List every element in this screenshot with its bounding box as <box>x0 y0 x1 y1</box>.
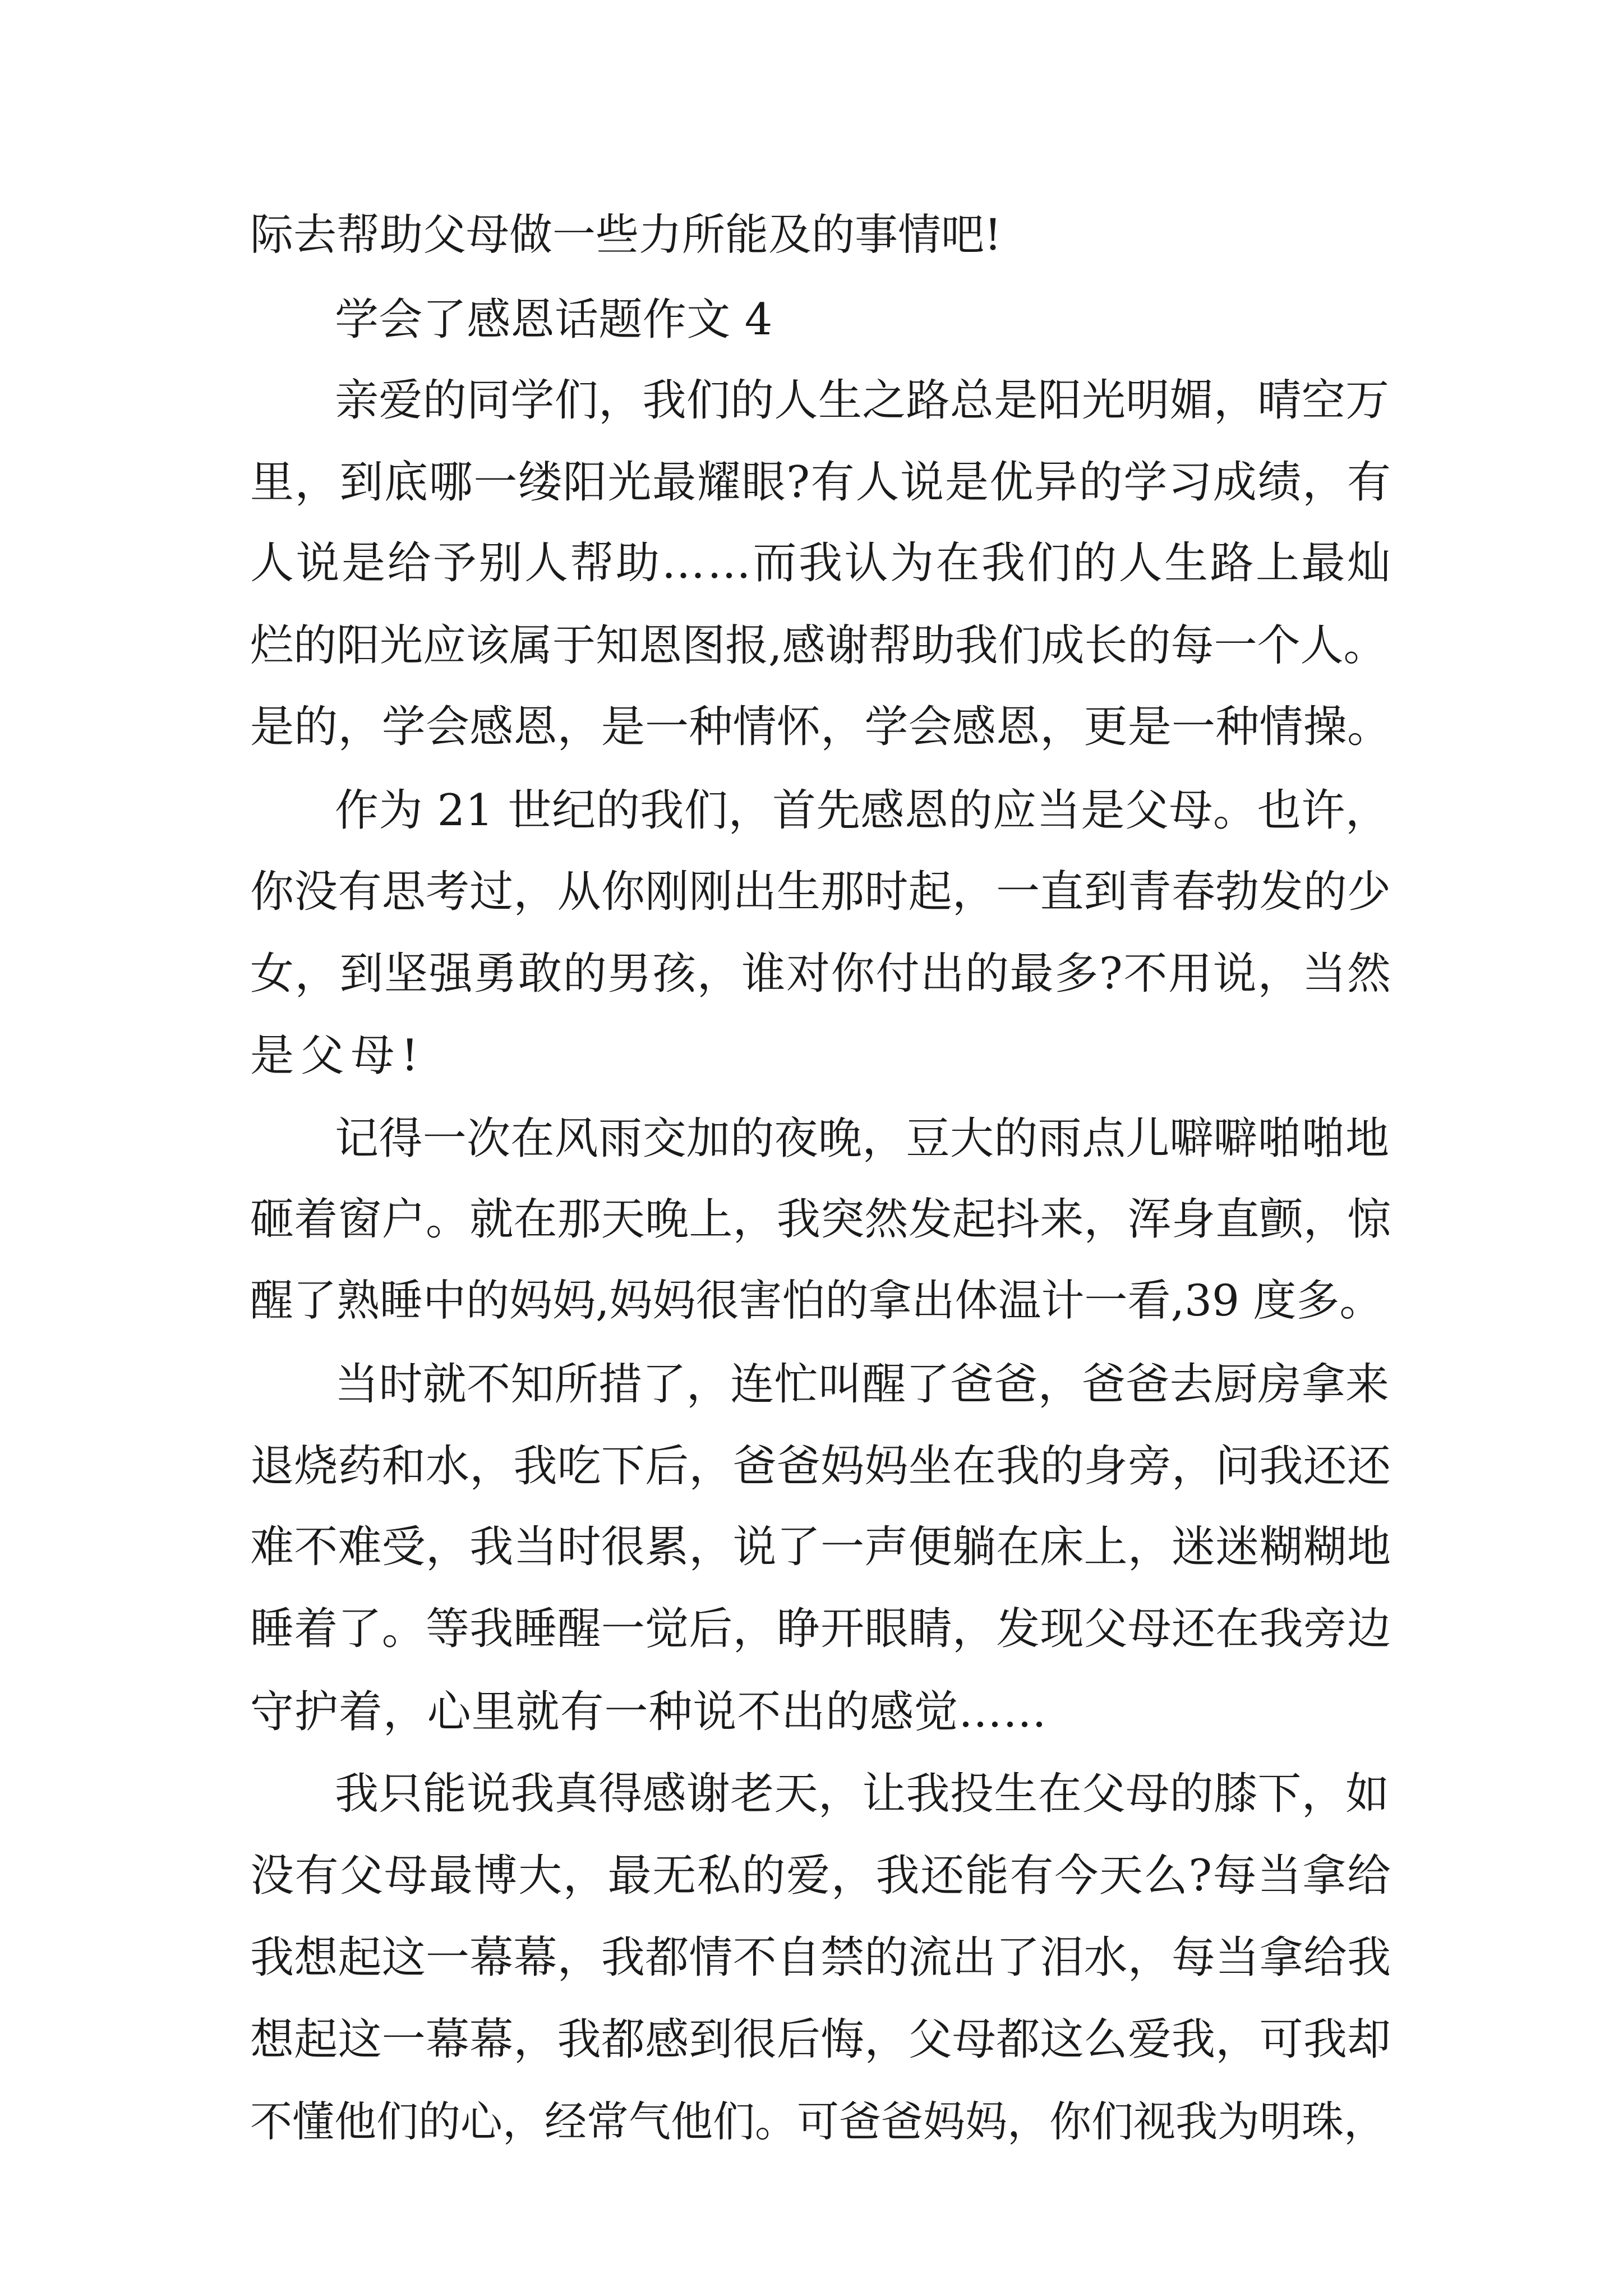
text-line: 没有父母最博大，最无私的爱，我还能有今天么?每当拿给 <box>250 1851 1392 1901</box>
text-line: 是的，学会感恩，是一种情怀，学会感恩，更是一种情操。 <box>250 702 1391 752</box>
text-line: 醒了熟睡中的妈妈,妈妈很害怕的拿出体温计一看,39 度多。 <box>250 1276 1383 1326</box>
text-line: 你没有思考过，从你刚刚出生那时起，一直到青春勃发的少 <box>250 867 1391 917</box>
text-line: 作为 21 世纪的我们，首先感恩的应当是父母。也许， <box>335 785 1390 836</box>
section-heading: 学会了感恩话题作文 4 <box>335 295 773 345</box>
text-line: 是父母! <box>250 1030 426 1081</box>
text-line: 退烧药和水，我吃下后，爸爸妈妈坐在我的身旁，问我还还 <box>250 1441 1391 1492</box>
text-line: 际去帮助父母做一些力所能及的事情吧! <box>250 210 1002 260</box>
text-line: 人说是给予别人帮助……而我认为在我们的人生路上最灿 <box>250 538 1393 588</box>
text-line: 守护着，心里就有一种说不出的感觉…… <box>250 1687 1047 1737</box>
text-line: 砸着窗户。就在那天晚上，我突然发起抖来，浑身直颤，惊 <box>250 1194 1391 1245</box>
text-line: 我只能说我真得感谢老天，让我投生在父母的膝下，如 <box>335 1769 1390 1819</box>
text-line: 亲爱的同学们，我们的人生之路总是阳光明媚，晴空万 <box>335 375 1390 426</box>
text-line: 难不难受，我当时很累，说了一声便躺在床上，迷迷糊糊地 <box>250 1522 1391 1572</box>
text-line: 女，到坚强勇敢的男孩，谁对你付出的最多?不用说，当然 <box>250 949 1392 999</box>
text-line: 烂的阳光应该属于知恩图报,感谢帮助我们成长的每一个人。 <box>250 621 1387 671</box>
text-line: 我想起这一幕幕，我都情不自禁的流出了泪水，每当拿给我 <box>250 1932 1391 1983</box>
text-line: 当时就不知所措了，连忙叫醒了爸爸，爸爸去厨房拿来 <box>335 1359 1390 1410</box>
text-line: 不懂他们的心，经常气他们。可爸爸妈妈，你们视我为明珠， <box>250 2097 1386 2146</box>
text-line: 记得一次在风雨交加的夜晚，豆大的雨点儿噼噼啪啪地 <box>335 1114 1390 1164</box>
text-line: 睡着了。等我睡醒一觉后，睁开眼睛，发现父母还在我旁边 <box>250 1604 1391 1654</box>
text-line: 想起这一幕幕，我都感到很后悔，父母都这么爱我，可我却 <box>250 2014 1391 2065</box>
text-line: 里，到底哪一缕阳光最耀眼?有人说是优异的学习成绩，有 <box>250 457 1392 508</box>
